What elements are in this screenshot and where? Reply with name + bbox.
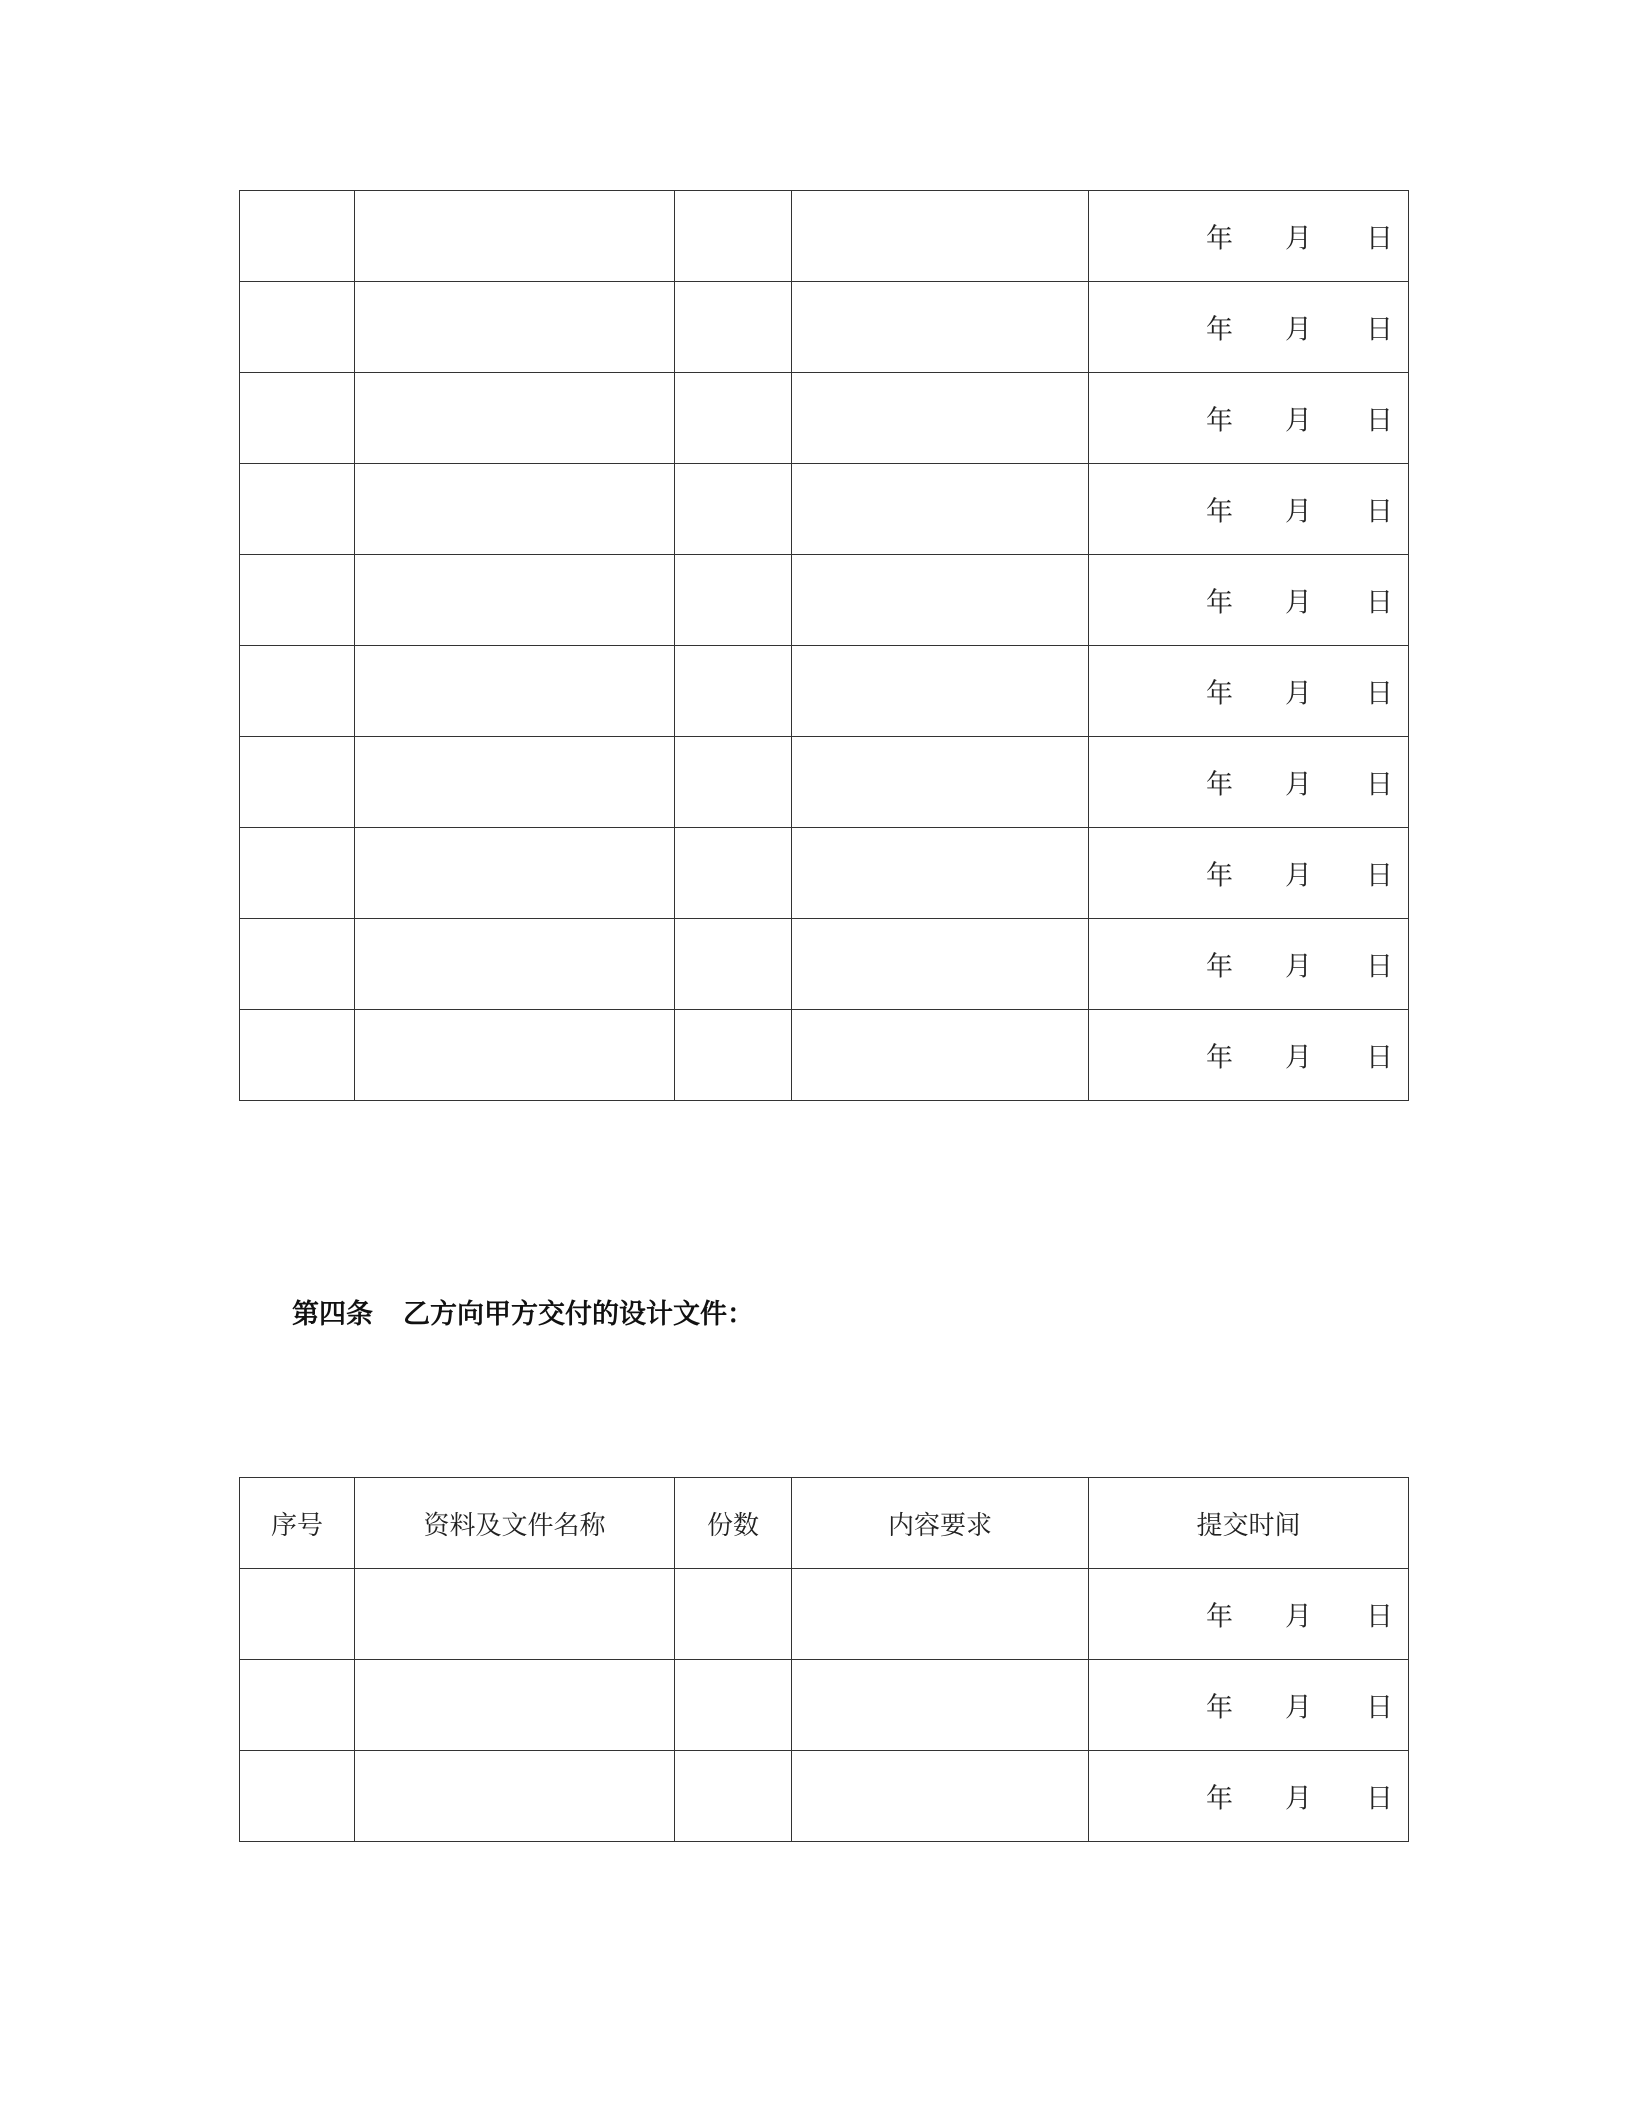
article-title: 乙方向甲方交付的设计文件： <box>403 1299 754 1330</box>
content-requirement-cell <box>792 282 1089 373</box>
copies-cell <box>675 646 792 737</box>
submission-date-cell <box>1089 555 1409 646</box>
document-name-cell <box>355 1751 675 1842</box>
document-name-cell <box>355 555 675 646</box>
submission-date-cell <box>1089 1660 1409 1751</box>
submission-date-cell <box>1089 191 1409 282</box>
document-name-cell <box>355 1010 675 1101</box>
table-row <box>240 464 1409 555</box>
copies-cell <box>675 282 792 373</box>
document-name-cell <box>355 1660 675 1751</box>
table-row <box>240 191 1409 282</box>
day-label: 日 <box>1366 587 1393 619</box>
table-row <box>240 282 1409 373</box>
header-submission-time: 提交时间 <box>1089 1478 1409 1569</box>
year-label: 年 <box>1206 769 1233 801</box>
copies-cell <box>675 1010 792 1101</box>
content-requirement-cell <box>792 1751 1089 1842</box>
submission-date-cell <box>1089 828 1409 919</box>
year-label: 年 <box>1206 1601 1233 1633</box>
day-label: 日 <box>1366 678 1393 710</box>
day-label: 日 <box>1366 1783 1393 1815</box>
serial-cell <box>240 1751 355 1842</box>
year-label: 年 <box>1206 678 1233 710</box>
day-label: 日 <box>1366 1692 1393 1724</box>
month-label: 月 <box>1285 1692 1312 1724</box>
month-label: 月 <box>1285 678 1312 710</box>
day-label: 日 <box>1366 769 1393 801</box>
copies-cell <box>675 919 792 1010</box>
serial-cell <box>240 373 355 464</box>
serial-cell <box>240 919 355 1010</box>
day-label: 日 <box>1366 1042 1393 1074</box>
document-name-cell <box>355 646 675 737</box>
table-row <box>240 1751 1409 1842</box>
copies-cell <box>675 1569 792 1660</box>
year-label: 年 <box>1206 1692 1233 1724</box>
submission-date-cell <box>1089 646 1409 737</box>
submission-date-cell <box>1089 1569 1409 1660</box>
copies-cell <box>675 1751 792 1842</box>
year-label: 年 <box>1206 223 1233 255</box>
copies-cell <box>675 828 792 919</box>
content-requirement-cell <box>792 1010 1089 1101</box>
serial-cell <box>240 828 355 919</box>
content-requirement-cell <box>792 828 1089 919</box>
day-label: 日 <box>1366 951 1393 983</box>
submission-date-cell <box>1089 737 1409 828</box>
serial-cell <box>240 191 355 282</box>
copies-cell <box>675 191 792 282</box>
content-requirement-cell <box>792 646 1089 737</box>
serial-cell <box>240 1010 355 1101</box>
design-documents-table <box>239 1477 1409 1842</box>
serial-cell <box>240 464 355 555</box>
header-serial: 序号 <box>240 1478 355 1569</box>
submission-date-cell <box>1089 464 1409 555</box>
document-name-cell <box>355 737 675 828</box>
table-header-row <box>240 1478 1409 1569</box>
document-name-cell <box>355 828 675 919</box>
table-row <box>240 646 1409 737</box>
serial-cell <box>240 1569 355 1660</box>
day-label: 日 <box>1366 314 1393 346</box>
article-number: 第四条 <box>292 1299 373 1330</box>
table-row <box>240 1660 1409 1751</box>
submission-date-cell <box>1089 1751 1409 1842</box>
year-label: 年 <box>1206 405 1233 437</box>
serial-cell <box>240 1660 355 1751</box>
document-name-cell <box>355 373 675 464</box>
content-requirement-cell <box>792 919 1089 1010</box>
content-requirement-cell <box>792 464 1089 555</box>
copies-cell <box>675 373 792 464</box>
year-label: 年 <box>1206 496 1233 528</box>
submission-date-cell <box>1089 919 1409 1010</box>
submission-date-cell <box>1089 1010 1409 1101</box>
submission-date-cell <box>1089 373 1409 464</box>
serial-cell <box>240 646 355 737</box>
year-label: 年 <box>1206 951 1233 983</box>
month-label: 月 <box>1285 1042 1312 1074</box>
table-row <box>240 919 1409 1010</box>
header-document-name: 资料及文件名称 <box>355 1478 675 1569</box>
header-content-requirement: 内容要求 <box>792 1478 1089 1569</box>
table-row <box>240 555 1409 646</box>
copies-cell <box>675 464 792 555</box>
document-name-cell <box>355 1569 675 1660</box>
table-row <box>240 373 1409 464</box>
month-label: 月 <box>1285 1601 1312 1633</box>
content-requirement-cell <box>792 1569 1089 1660</box>
section-heading <box>292 1292 754 1331</box>
table-row <box>240 1569 1409 1660</box>
year-label: 年 <box>1206 314 1233 346</box>
month-label: 月 <box>1285 1783 1312 1815</box>
month-label: 月 <box>1285 314 1312 346</box>
copies-cell <box>675 737 792 828</box>
day-label: 日 <box>1366 223 1393 255</box>
content-requirement-cell <box>792 737 1089 828</box>
content-requirement-cell <box>792 191 1089 282</box>
year-label: 年 <box>1206 1042 1233 1074</box>
year-label: 年 <box>1206 587 1233 619</box>
month-label: 月 <box>1285 496 1312 528</box>
document-name-cell <box>355 464 675 555</box>
serial-cell <box>240 555 355 646</box>
document-name-cell <box>355 191 675 282</box>
header-copies: 份数 <box>675 1478 792 1569</box>
document-name-cell <box>355 919 675 1010</box>
table-row <box>240 1010 1409 1101</box>
table-row <box>240 828 1409 919</box>
month-label: 月 <box>1285 587 1312 619</box>
table-row <box>240 737 1409 828</box>
year-label: 年 <box>1206 860 1233 892</box>
document-name-cell <box>355 282 675 373</box>
month-label: 月 <box>1285 223 1312 255</box>
day-label: 日 <box>1366 860 1393 892</box>
year-label: 年 <box>1206 1783 1233 1815</box>
month-label: 月 <box>1285 769 1312 801</box>
serial-cell <box>240 282 355 373</box>
serial-cell <box>240 737 355 828</box>
copies-cell <box>675 555 792 646</box>
month-label: 月 <box>1285 405 1312 437</box>
month-label: 月 <box>1285 860 1312 892</box>
content-requirement-cell <box>792 555 1089 646</box>
copies-cell <box>675 1660 792 1751</box>
day-label: 日 <box>1366 1601 1393 1633</box>
day-label: 日 <box>1366 405 1393 437</box>
month-label: 月 <box>1285 951 1312 983</box>
documents-table-continued <box>239 190 1409 1101</box>
content-requirement-cell <box>792 373 1089 464</box>
submission-date-cell <box>1089 282 1409 373</box>
day-label: 日 <box>1366 496 1393 528</box>
content-requirement-cell <box>792 1660 1089 1751</box>
